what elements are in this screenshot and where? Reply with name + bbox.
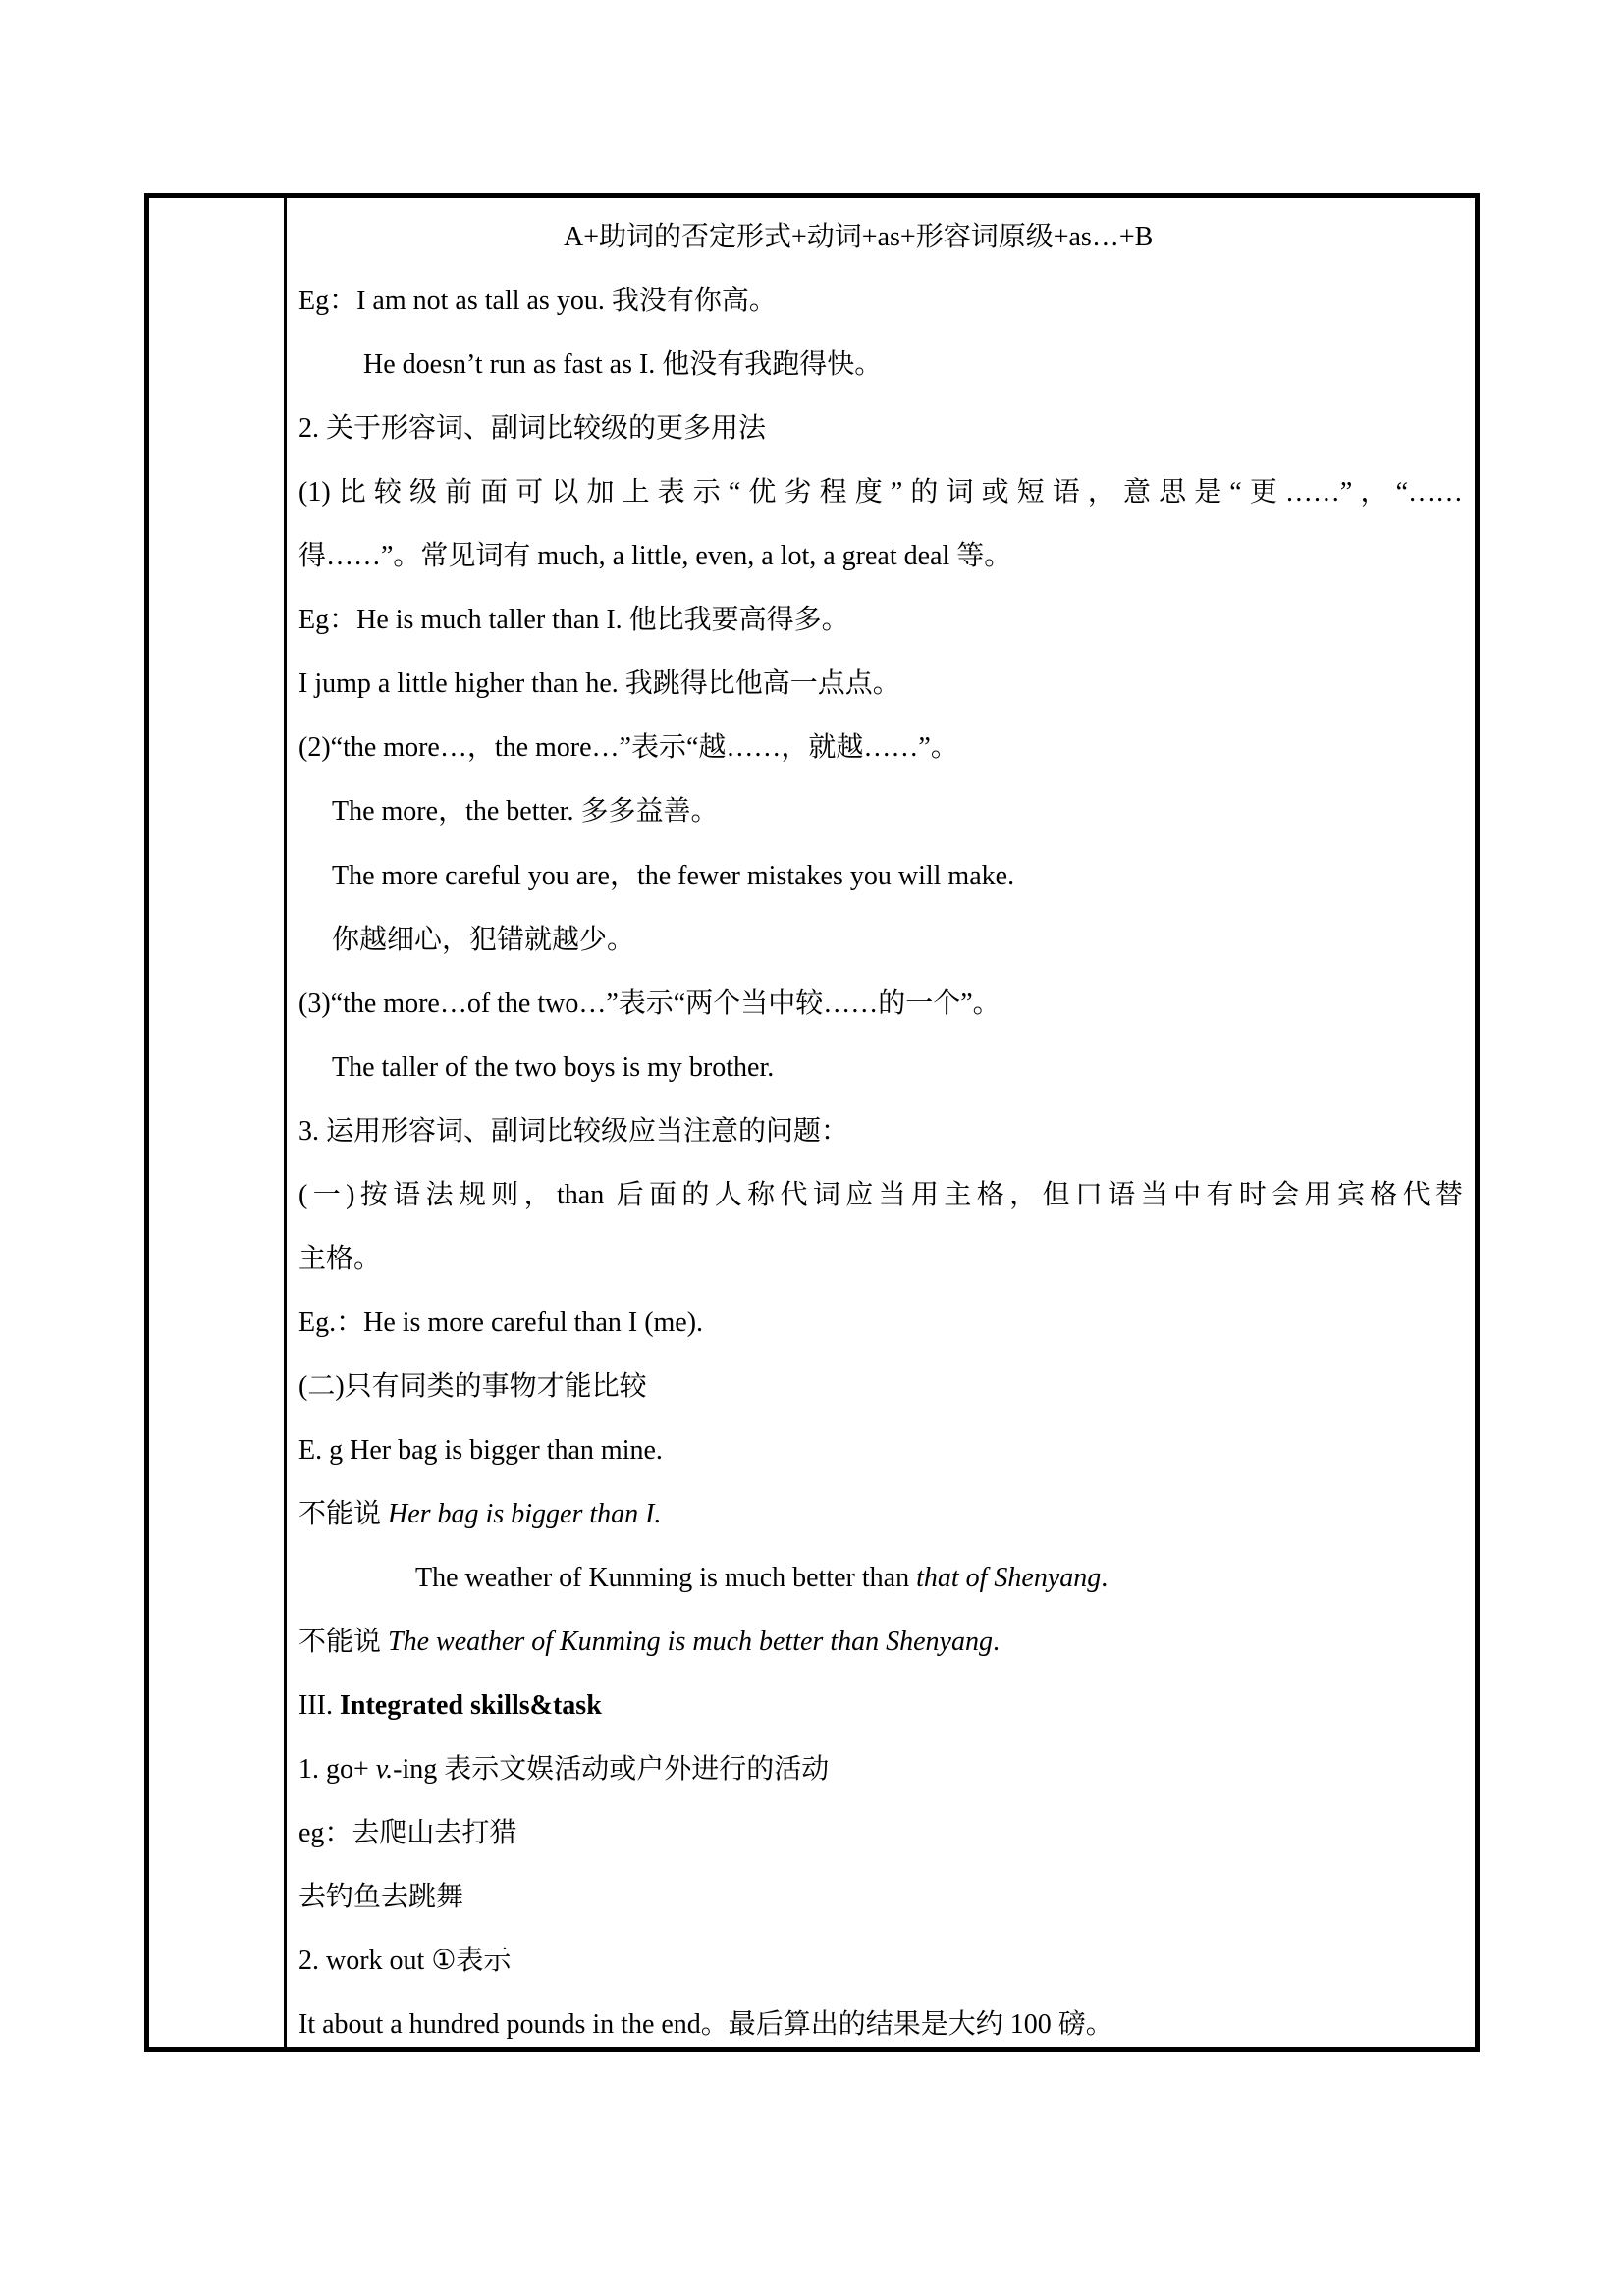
text-line: [363, 346, 1463, 385]
bold-heading-text: Integrated skills&task: [339, 1690, 602, 1722]
text-span: 不能说: [298, 1627, 389, 1658]
text-span: The more careful you are，the fewer mistakes you will make.: [332, 860, 1015, 891]
text-line: [298, 282, 1463, 321]
text-line: [298, 1623, 1463, 1662]
text-line: [298, 1750, 1463, 1789]
text-span: The more，the better. 多多益善。: [332, 796, 719, 828]
text-line: [298, 1495, 1463, 1534]
text-span: (2)“the more…，the more…”表示“越……，就越……”。: [298, 732, 958, 764]
text-line: [298, 409, 1463, 449]
text-line: [332, 921, 1463, 960]
italic-text: Her bag is bigger than I.: [388, 1499, 662, 1529]
left-column-cell: [149, 198, 287, 2047]
text-line: [298, 601, 1463, 640]
text-line: [298, 1176, 1463, 1215]
text-span: (一)按语法规则，than 后面的人称代词应当用主格，但口语当中有时会用宾格代替: [298, 1179, 1463, 1210]
text-span: Eg：He is much taller than I. 他比我要高得多。: [298, 605, 849, 636]
text-line: [298, 1367, 1463, 1407]
text-line: [298, 1112, 1463, 1151]
text-line: [298, 1304, 1463, 1343]
text-line: [332, 1048, 1463, 1088]
text-span: 主格。: [298, 1243, 382, 1274]
text-span: (二)只有同类的事物才能比较: [298, 1370, 647, 1402]
text-span: .: [992, 1627, 1000, 1658]
text-span: Eg：I am not as tall as you. 我没有你高。: [298, 286, 777, 317]
text-line: [415, 1559, 1463, 1598]
text-line: [298, 1240, 1463, 1279]
italic-text: that of Shenyang: [916, 1563, 1102, 1594]
content-cell: [298, 198, 1463, 2047]
text-span: A+助词的否定形式+动词+as+形容词原级+as…+B: [564, 222, 1154, 252]
text-span: It about a hundred pounds in the end。最后算出的结果是大约 100 磅。: [298, 2009, 1113, 2041]
text-line: [298, 2005, 1463, 2045]
text-span: (3)“the more…of the two…”表示“两个当中较……的一个”。: [298, 988, 1001, 1019]
text-span: 你越细心，犯错就越少。: [332, 924, 635, 955]
text-span: He doesn’t run as fast as I. 他没有我跑得快。: [363, 349, 883, 381]
text-line: [298, 1814, 1463, 1853]
text-line: [298, 537, 1463, 576]
text-line: [298, 1942, 1463, 1981]
text-span: eg：去爬山去打猎: [298, 1818, 517, 1849]
text-span: I jump a little higher than he. 我跳得比他高一点点。: [298, 668, 900, 700]
text-span: 3. 运用形容词、副词比较级应当注意的问题：: [298, 1115, 849, 1147]
text-span: (1)比较级前面可以加上表示“优劣程度”的词或短语，意思是“更……”，“……: [298, 477, 1463, 508]
text-span: The weather of Kunming is much better than: [415, 1563, 917, 1594]
text-line: [564, 218, 1463, 257]
text-line: [332, 792, 1463, 831]
text-line: [298, 1878, 1463, 1917]
text-span: III.: [298, 1690, 340, 1722]
text-span: 不能说: [298, 1499, 389, 1529]
text-span: E. g Her bag is bigger than mine.: [298, 1434, 663, 1466]
text-span: .: [1101, 1563, 1109, 1594]
text-line: [298, 473, 1463, 512]
text-line: [332, 857, 1463, 896]
notes-table: [144, 193, 1480, 2052]
text-line: [298, 1431, 1463, 1470]
text-line: [298, 1686, 1463, 1726]
text-span: 2. work out ①表示: [298, 1946, 512, 1977]
italic-text: The weather of Kunming is much better than Shenyang: [388, 1627, 993, 1658]
text-span: The taller of the two boys is my brother.: [332, 1051, 775, 1083]
italic-text: v.: [375, 1754, 394, 1786]
text-span: Eg.：He is more careful than I (me).: [298, 1307, 704, 1338]
text-span: -ing 表示文娱活动或户外进行的活动: [393, 1754, 830, 1786]
text-line: [298, 665, 1463, 704]
text-span: 得……”。常见词有 much, a little, even, a lot, a great deal 等。: [298, 541, 1012, 572]
text-line: [298, 728, 1463, 768]
text-span: 去钓鱼去跳舞: [298, 1882, 464, 1913]
text-span: 2. 关于形容词、副词比较级的更多用法: [298, 413, 767, 445]
text-line: [298, 985, 1463, 1024]
text-span: 1. go+: [298, 1754, 376, 1786]
